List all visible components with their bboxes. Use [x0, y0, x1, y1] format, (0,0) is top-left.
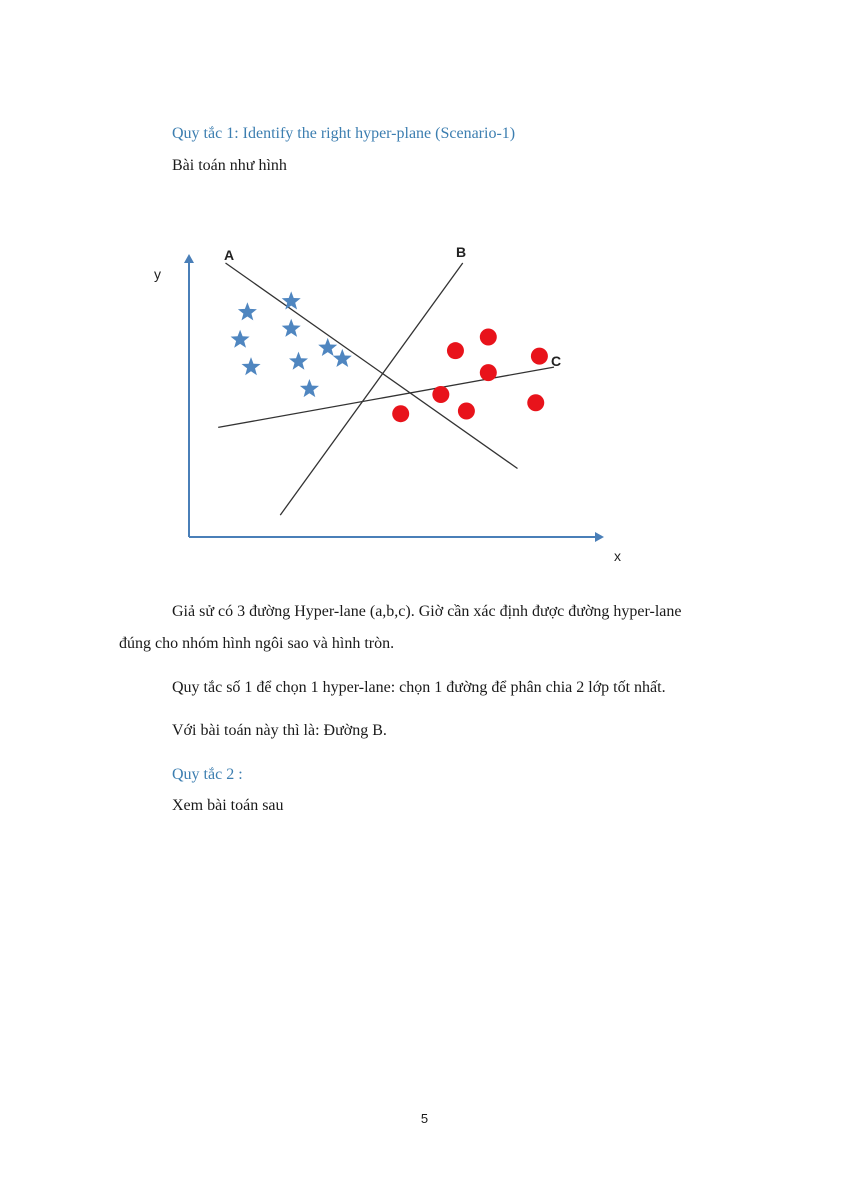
problem-intro-text: Bài toán như hình — [172, 157, 287, 174]
hyperplane-line-a — [226, 263, 518, 469]
circle-point — [527, 394, 544, 411]
circle-point — [392, 405, 409, 422]
star-point — [289, 352, 308, 370]
data-points — [231, 291, 548, 422]
paragraph-hyperlane-intro: Giả sử có 3 đường Hyper-lane (a,b,c). Giờ cần xác định được đường hyper-lane — [172, 603, 682, 620]
star-point — [231, 330, 250, 348]
star-point — [282, 291, 301, 309]
paragraph-answer: Với bài toán này thì là: Đường B. — [172, 722, 387, 739]
y-axis-arrow-icon — [184, 254, 194, 263]
line-label-c: C — [551, 353, 562, 369]
star-point — [282, 319, 301, 337]
y-axis-label: y — [154, 266, 161, 282]
circle-point — [432, 386, 449, 403]
svm-figure — [140, 225, 640, 570]
circle-point — [447, 342, 464, 359]
hyperplane-lines — [218, 263, 554, 515]
star-point — [242, 357, 261, 375]
rule2-heading: Quy tắc 2 : — [172, 766, 243, 783]
paragraph-next-problem: Xem bài toán sau — [172, 797, 284, 814]
star-point — [238, 302, 257, 320]
x-axis-label: x — [614, 548, 621, 564]
line-label-b: B — [456, 244, 467, 260]
circle-point — [480, 364, 497, 381]
star-point — [318, 338, 337, 356]
line-label-a: A — [224, 247, 235, 263]
star-point — [333, 349, 352, 367]
circle-point — [480, 328, 497, 345]
x-axis-arrow-icon — [595, 532, 604, 542]
paragraph-hyperlane-continuation: đúng cho nhóm hình ngôi sao và hình tròn. — [119, 635, 395, 652]
circle-point — [458, 402, 475, 419]
page-number: 5 — [420, 1111, 429, 1126]
paragraph-rule1: Quy tắc số 1 để chọn 1 hyper-lane: chọn 1 đường để phân chia 2 lớp tốt nhất. — [172, 679, 666, 696]
circle-point — [531, 348, 548, 365]
rule1-heading: Quy tắc 1: Identify the right hyper-plane (Scenario-1) — [172, 125, 516, 142]
star-point — [300, 379, 319, 397]
